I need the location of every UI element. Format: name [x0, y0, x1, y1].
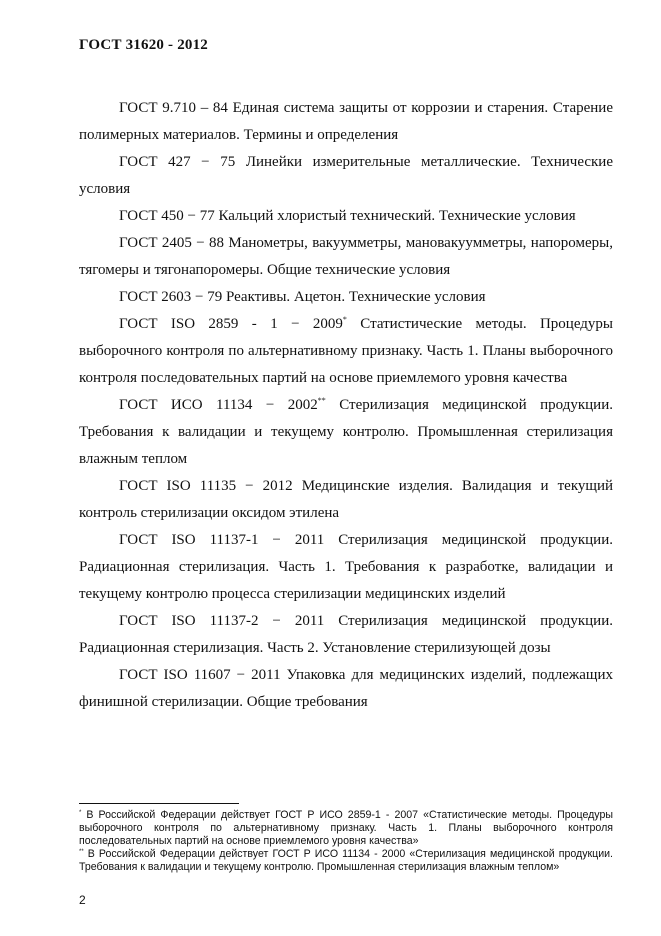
reference-entry	[79, 95, 613, 149]
page-number: 2	[79, 893, 86, 907]
reference-text: ГОСТ ISO 2859 - 1 − 2009	[119, 316, 343, 332]
footnote-text: В Российской Федерации действует ГОСТ Р ИСО 2859-1 - 2007 «Статистические методы. Процедуры выборочного контроля по альтернативному признаку. Часть 1. Планы выборочного контроля последовательных партий на основе приемлемого уровня качества»	[79, 809, 613, 847]
footnote	[79, 848, 613, 874]
footnotes	[79, 809, 613, 874]
reference-entry	[79, 608, 613, 662]
reference-text: ГОСТ ИСО 11134 − 2002	[119, 397, 318, 413]
reference-text: ГОСТ 2405 − 88 Манометры, вакуумметры, мановакуумметры, напоромеры, тягомеры и тягонапоромеры. Общие технические условия	[79, 235, 613, 278]
footnote-marker: *	[342, 315, 347, 324]
reference-text: ГОСТ 9.710 – 84 Единая система защиты от коррозии и старения. Старение полимерных материалов. Термины и определения	[79, 100, 613, 143]
footnote-text: В Российской Федерации действует ГОСТ Р ИСО 11134 - 2000 «Стерилизация медицинской продукции. Требования к валидации и текущему контролю. Промышленная стерилизация влажным теплом»	[79, 848, 613, 873]
normative-references-list	[79, 95, 613, 716]
footnote-marker: **	[317, 396, 326, 405]
reference-entry	[79, 662, 613, 716]
reference-entry	[79, 203, 613, 230]
reference-text: ГОСТ 427 − 75 Линейки измерительные металлические. Технические условия	[79, 154, 613, 197]
reference-entry	[79, 473, 613, 527]
reference-text-rest: Статистические методы. Процедуры выборочного контроля по альтернативному признаку. Часть 1. Планы выборочного контроля последовательных партий на основе приемлемого уровня качества	[79, 316, 613, 386]
reference-entry	[79, 392, 613, 473]
reference-text: ГОСТ ISO 11137-1 − 2011 Стерилизация медицинской продукции. Радиационная стерилизация. Часть 1. Требования к разработке, валидации и текущему контролю процесса стерилизации медицинских изделий	[79, 532, 613, 602]
reference-text: ГОСТ ISO 11137-2 − 2011 Стерилизация медицинской продукции. Радиационная стерилизация. Часть 2. Установление стерилизующей дозы	[79, 613, 613, 656]
reference-text-rest: Стерилизация медицинской продукции. Требования к валидации и текущему контролю. Промышленная стерилизация влажным теплом	[79, 397, 613, 467]
reference-entry	[79, 149, 613, 203]
reference-text: ГОСТ 450 − 77 Кальций хлористый технический. Технические условия	[119, 208, 576, 224]
reference-entry	[79, 311, 613, 392]
footnote	[79, 809, 613, 848]
reference-text: ГОСТ 2603 − 79 Реактивы. Ацетон. Технические условия	[119, 289, 486, 305]
document-header: ГОСТ 31620 - 2012	[79, 37, 209, 53]
reference-entry	[79, 284, 613, 311]
footnote-marker: *	[79, 810, 82, 816]
reference-text: ГОСТ ISO 11607 − 2011 Упаковка для медицинских изделий, подлежащих финишной стерилизации. Общие требования	[79, 667, 613, 710]
reference-entry	[79, 527, 613, 608]
footnote-marker: **	[79, 849, 84, 855]
reference-text: ГОСТ ISO 11135 − 2012 Медицинские изделия. Валидация и текущий контроль стерилизации оксидом этилена	[79, 478, 613, 521]
reference-entry	[79, 230, 613, 284]
footnote-divider	[79, 803, 239, 804]
